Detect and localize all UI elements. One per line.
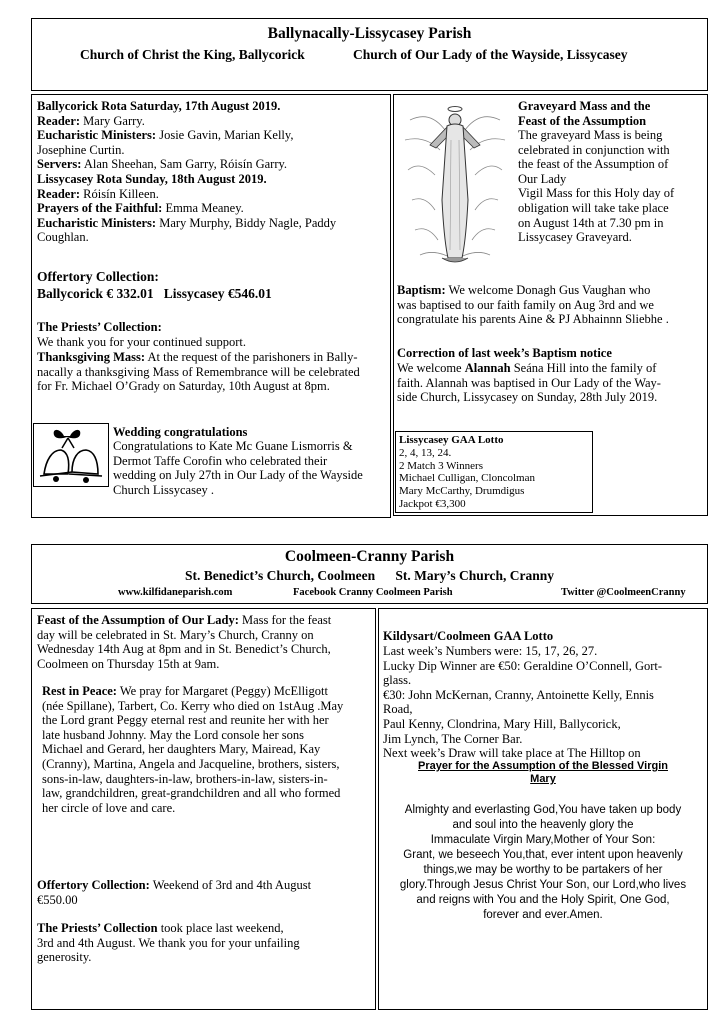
parish-title: Ballynacally-Lissycasey Parish: [267, 25, 472, 42]
lissycasey-lotto-text: 2, 4, 13, 24. 2 Match 3 Winners Michael Culligan, Cloncolman Mary McCarthy, Drumdigus Jackpot €3,300: [399, 447, 535, 510]
graveyard-text: The graveyard Mass is being celebrated in conjunction with the feast of the Assumption of Our Lady Vigil Mass for this Holy day of obligation will take take place on August 14th at 7.30 pm in Lissycasey Graveyard.: [518, 128, 675, 245]
website-link[interactable]: www.kilfidaneparish.com: [118, 587, 233, 598]
wedding-text: Congratulations to Kate Mc Guane Lismorris & Dermot Taffe Corofin who celebrated their wedding on July 27th in Our Lady of the Wayside Church Lissycasey .: [113, 439, 363, 497]
church-ballycorick: Church of Christ the King, Ballycorick: [80, 47, 305, 62]
wedding-heading: Wedding congratulations: [113, 425, 248, 439]
servers-line: Servers: Alan Sheehan, Sam Garry, Róisín Garry.: [37, 157, 288, 172]
coolmeen-title: Coolmeen-Cranny Parish: [284, 548, 455, 565]
offertory-heading: Offertory Collection:: [37, 269, 159, 284]
em-line-2: Eucharistic Ministers: Mary Murphy, Biddy Nagle, Paddy Coughlan.: [37, 215, 337, 245]
kildysart-lotto-text: Last week’s Numbers were: 15, 17, 26, 27. Lucky Dip Winner are €50: Geraldine O’Connell, Gort- glass. €30: John McKernan, Cranny, Antoinette Kelly, Ennis Road, Paul Kenny, Clondrina, Mary Hill, Ballycorick, Jim Lynch, The Corner Bar. Next week’s Draw will take place at The Hilltop on: [383, 644, 663, 761]
priests2-paragraph: The Priests’ Collection took place last weekend, 3rd and 4th August. We thank you for your unfailing generosity.: [37, 921, 300, 965]
facebook-link[interactable]: Facebook Cranny Coolmeen Parish: [293, 587, 453, 598]
offertory2-paragraph: Offertory Collection: Weekend of 3rd and 4th August €550.00: [37, 878, 312, 907]
thanksgiving-paragraph: Thanksgiving Mass: At the request of the parishoners in Bally- nacally a thanksgiving Mass of Remembrance will be celebrated for Fr. Michael O’Grady on Saturday, 10th August at 8pm.: [37, 350, 360, 394]
ballycorick-rota-heading: Ballycorick Rota Saturday, 17th August 2019.: [37, 99, 281, 113]
correction-text: We welcome Alannah Seána Hill into the family of faith. Alannah was baptised in Our Lady of the Way- side Church, Lissycasey on Sunday, 28th July 2019.: [397, 361, 661, 405]
feast-paragraph: Feast of the Assumption of Our Lady: Mass for the feast day will be celebrated in St. Mary’s Church, Cranny on Wednesday 14th Aug at 8pm and in St. Benedict’s Church, Coolmeen on Thursday 15th at 9am.: [37, 613, 332, 671]
pof-line: Prayers of the Faithful: Emma Meaney.: [37, 201, 244, 216]
graveyard-heading: Graveyard Mass and the Feast of the Assumption: [518, 99, 651, 128]
our-lady-image: [400, 100, 510, 270]
baptism-paragraph: Baptism: We welcome Donagh Gus Vaughan who was baptised to our faith family on Aug 3rd and we congratulate his parents Aine & PJ Abhainnn Sliebhe .: [397, 283, 669, 327]
twitter-link[interactable]: Twitter @CoolmeenCranny: [561, 587, 686, 598]
prayer-heading: Prayer for the Assumption of the Blessed Virgin Mary: [418, 760, 668, 785]
priests-heading: The Priests’ Collection:: [37, 320, 162, 334]
reader-line-1: Reader: Mary Garry.: [37, 113, 145, 128]
offertory-line: Ballycorick € 332.01 Lissycasey €546.01: [37, 286, 272, 301]
lissycasey-rota-heading: Lissycasey Rota Sunday, 18th August 2019.: [37, 171, 267, 186]
coolmeen-churches: St. Benedict’s Church, Coolmeen St. Mary’s Church, Cranny: [184, 568, 554, 583]
rip-paragraph: Rest in Peace: We pray for Margaret (Peggy) McElligott (née Spillane), Tarbert, Co. Kerry who died on 1stAug .May the Lord grant Peggy eternal rest and reunite her with her late husband Johnny. May the Lord console her sons Michael and Gerard, her daughters Mary, Mairead, Kay (Cranny), Martina, Angela and Jacqueline, brothers, sisters, sons-in-law, daughters-in-law, brothers-in-law, sisters-in- law, grandchildren, great-grandchildren and all who formed her circle of love and care.: [42, 684, 344, 815]
priests-text: We thank you for your continued support.: [37, 335, 247, 349]
prayer-text: Almighty and everlasting God,You have taken up body and soul into the heavenly glory the Immaculate Virgin Mary,Mother of Your Son: Grant, we beseech You,that, ever intent upon heavenly things,we may be worthy to be partakers of her glory.Through Jesus Christ Your Son, our Lord,who lives and reigns with You and the Holy Spirit, One God, forever and ever.Amen.: [399, 804, 687, 921]
wedding-bells-icon: [33, 423, 109, 487]
church-lissycasey: Church of Our Lady of the Wayside, Lissycasey: [353, 47, 628, 62]
lissycasey-lotto-heading: Lissycasey GAA Lotto: [399, 434, 504, 446]
correction-heading: Correction of last week’s Baptism notice: [397, 346, 612, 360]
em-line-1: Eucharistic Ministers: Josie Gavin, Marian Kelly, Josephine Curtin.: [37, 128, 294, 157]
kildysart-lotto-heading: Kildysart/Coolmeen GAA Lotto: [383, 629, 554, 643]
reader-line-2: Reader: Róisín Killeen.: [37, 186, 159, 201]
rota-section: [37, 99, 387, 245]
